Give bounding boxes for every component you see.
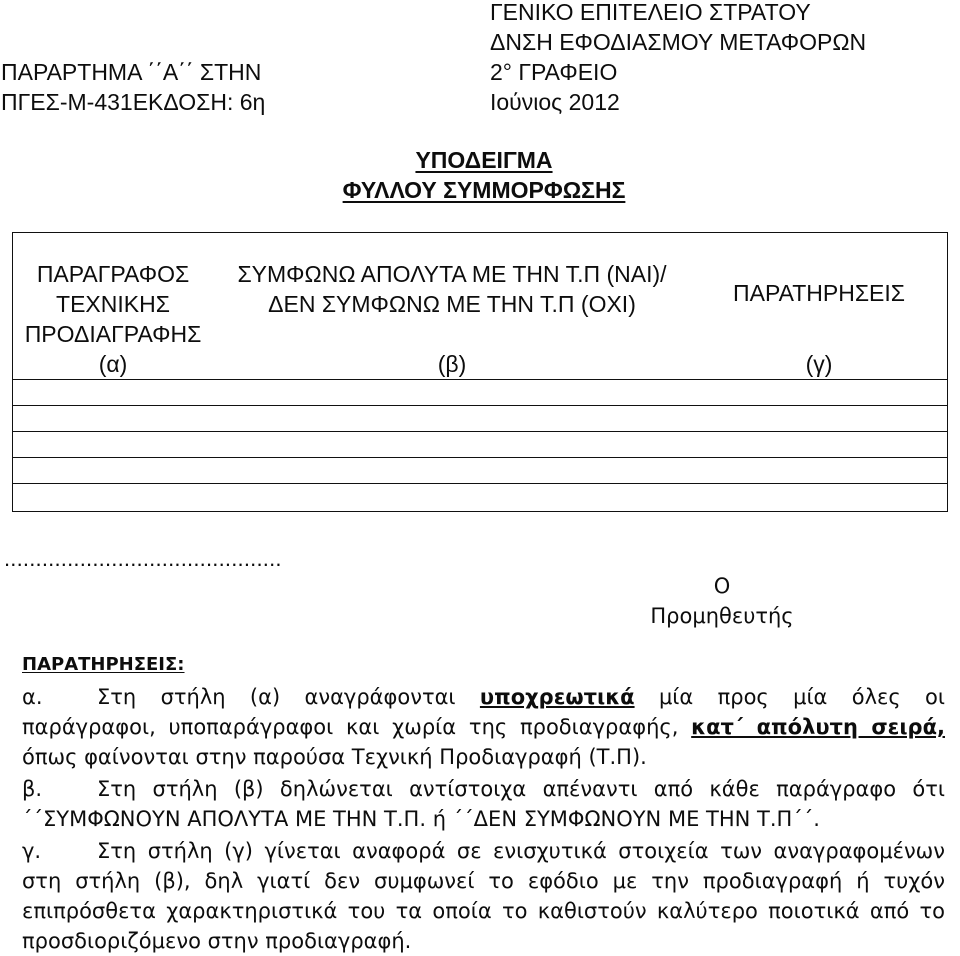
note-text: Στη στήλη (β) δηλώνεται αντίστοιχα απέναντι από κάθε παράγραφο ότι bbox=[97, 777, 945, 801]
table-row bbox=[13, 405, 947, 431]
note-text: προσδιοριζόμενο στην προδιαγραφή. bbox=[22, 929, 412, 953]
header-cell-line: ΔΕΝ ΣΥΜΦΩΝΩ ΜΕ ΤΗΝ Τ.Π (ΟΧΙ) bbox=[268, 291, 636, 317]
note-text: στη στήλη (β), δηλ γιατί δεν συμφωνεί το εφόδιο με την προδιαγραφή ή τυχόν bbox=[22, 869, 945, 893]
date-line: Ιούνιος 2012 bbox=[490, 89, 620, 115]
organization-header bbox=[490, 0, 866, 117]
note-line bbox=[22, 742, 945, 772]
note-marker: β. bbox=[22, 777, 43, 801]
header-cell-line: ΠΑΡΑΓΡΑΦΟΣ bbox=[36, 261, 190, 287]
header-cell-paragraph bbox=[13, 259, 213, 349]
office-line: 2° ΓΡΑΦΕΙΟ bbox=[490, 59, 618, 85]
note-line bbox=[22, 774, 945, 804]
table-row bbox=[13, 457, 947, 483]
column-marker-a: (α) bbox=[98, 351, 128, 377]
compliance-table bbox=[12, 232, 948, 512]
spec-edition-line: ΠΓΕΣ-Μ-431ΕΚΔΟΣΗ: 6η bbox=[1, 89, 266, 115]
table-row bbox=[13, 483, 947, 511]
note-item-c bbox=[22, 836, 945, 956]
note-line bbox=[22, 712, 945, 742]
column-marker-b: (β) bbox=[437, 351, 467, 377]
note-line bbox=[22, 682, 945, 712]
note-marker: α. bbox=[22, 685, 43, 709]
note-text: Στη στήλη (α) αναγράφονται bbox=[97, 685, 456, 709]
document-title bbox=[8, 145, 960, 205]
note-text: ΄΄ΣΥΜΦΩΝΟΥΝ ΑΠΟΛΥΤΑ ΜΕ ΤΗΝ Τ.Π. ή ΄΄ΔΕΝ ΣΥΜΦΩΝΟΥΝ ΜΕ ΤΗΝ Τ.Π΄΄. bbox=[22, 807, 820, 831]
title-line-1: ΥΠΟΔΕΙΓΜΑ bbox=[415, 147, 553, 173]
header-cell-line: ΣΥΜΦΩΝΩ ΑΠΟΛΥΤΑ ΜΕ ΤΗΝ Τ.Π (ΝΑΙ)/ bbox=[237, 261, 667, 287]
note-emphasis: υποχρεωτικά bbox=[479, 685, 635, 709]
note-text: όπως φαίνονται στην παρούσα Τεχνική Προδιαγραφή (Τ.Π). bbox=[22, 745, 647, 769]
note-item-b bbox=[22, 774, 945, 834]
organization-line: ΓΕΝΙΚΟ ΕΠΙΤΕΛΕΙΟ ΣΤΡΑΤΟΥ bbox=[490, 0, 811, 25]
note-text: μία προς μία όλες οι bbox=[658, 685, 946, 709]
note-line bbox=[22, 804, 945, 834]
column-marker-c: (γ) bbox=[805, 351, 833, 377]
header-cell-compliance bbox=[213, 259, 691, 319]
note-emphasis: κατ΄ απόλυτη σειρά, bbox=[691, 715, 945, 739]
header-cell-line: ΤΕΧΝΙΚΗΣ bbox=[56, 291, 170, 317]
note-marker: γ. bbox=[22, 839, 42, 863]
notes-heading: ΠΑΡΑΤΗΡΗΣΕΙΣ: bbox=[22, 654, 185, 675]
signature-role: Προμηθευτής bbox=[650, 604, 794, 628]
table-row bbox=[13, 379, 947, 405]
note-item-a bbox=[22, 682, 945, 772]
supplier-signature bbox=[622, 571, 822, 631]
note-text: Στη στήλη (γ) γίνεται αναφορά σε ενισχυτικά στοιχεία των αναγραφομένων bbox=[97, 839, 945, 863]
annex-line: ΠΑΡΑΡΤΗΜΑ ΄΄Α΄΄ ΣΤΗΝ bbox=[1, 59, 262, 85]
signature-dotted-line: ............................................ bbox=[4, 546, 282, 571]
title-line-2: ΦΥΛΛΟΥ ΣΥΜΜΟΡΦΩΣΗΣ bbox=[342, 177, 626, 203]
note-text: επιπρόσθετα χαρακτηριστικά του τα οποία το καθιστούν καλύτερο ποιοτικά από το bbox=[22, 899, 945, 923]
header-cell-line: ΠΡΟΔΙΑΓΡΑΦΗΣ bbox=[24, 321, 202, 347]
note-line bbox=[22, 836, 945, 866]
signature-article: Ο bbox=[713, 574, 731, 598]
directorate-line: ΔΝΣΗ ΕΦΟΔΙΑΣΜΟΥ ΜΕΤΑΦΟΡΩΝ bbox=[490, 29, 867, 55]
reference-header bbox=[1, 57, 265, 117]
note-text: παράγραφοι, υποπαράγραφοι και χωρία της προδιαγραφής, bbox=[22, 715, 679, 739]
header-cell-remarks bbox=[691, 278, 947, 308]
table-row bbox=[13, 431, 947, 457]
note-line bbox=[22, 926, 945, 956]
note-line bbox=[22, 866, 945, 896]
header-cell-line: ΠΑΡΑΤΗΡΗΣΕΙΣ bbox=[733, 280, 905, 306]
note-line bbox=[22, 896, 945, 926]
